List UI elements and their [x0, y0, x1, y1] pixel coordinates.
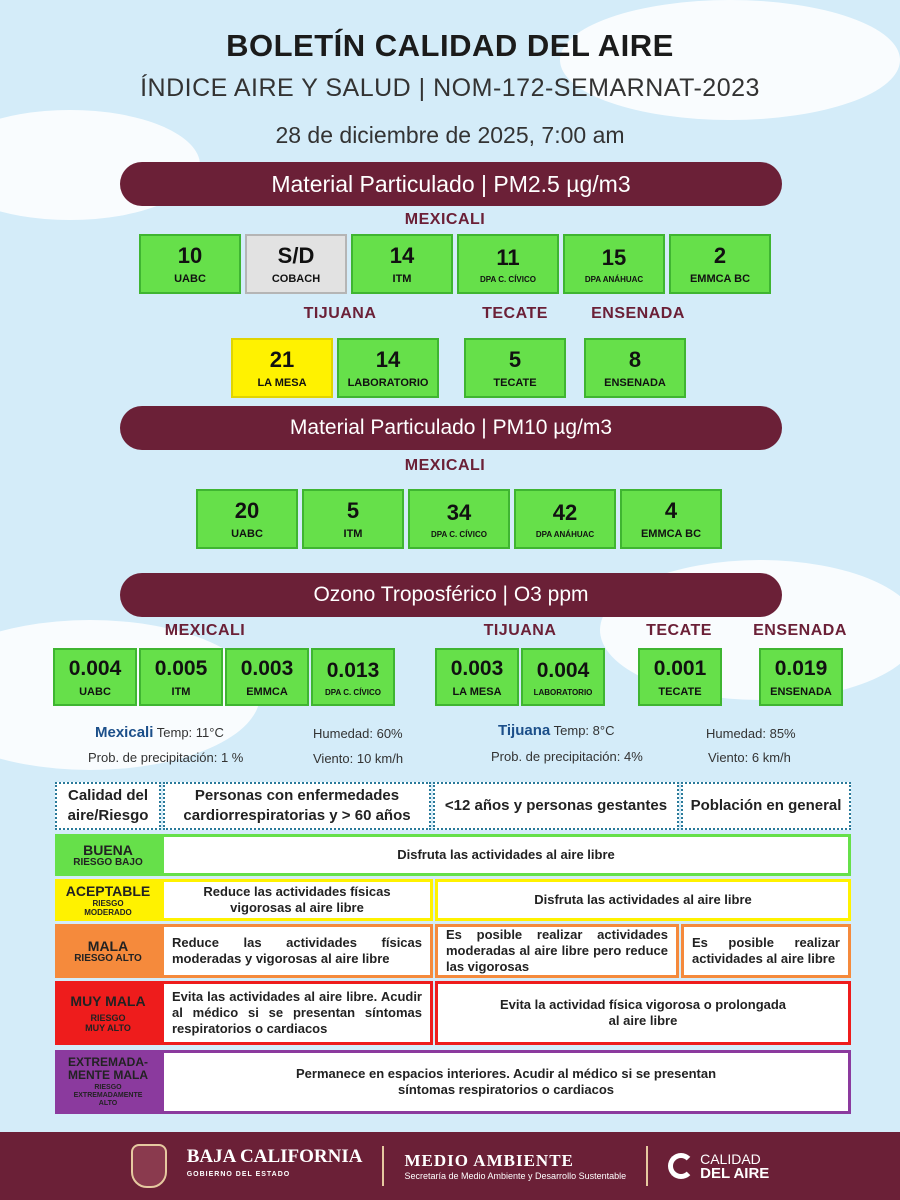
station-value: 0.003	[240, 657, 294, 680]
bulletin-title: BOLETÍN CALIDAD DEL AIRE	[226, 28, 674, 63]
risk-level-buena	[55, 834, 161, 876]
station-cell	[514, 489, 616, 549]
station-name: ITM	[343, 528, 363, 540]
station-cell	[302, 489, 404, 549]
station-cell	[408, 489, 510, 549]
o3-ensenada-label: ENSENADA	[753, 622, 847, 639]
weather-temp: Temp: 8°C	[553, 723, 615, 738]
ca-line1: CALIDAD	[700, 1150, 761, 1167]
station-name: TECATE	[493, 377, 537, 389]
station-name: UABC	[174, 273, 206, 285]
station-value: 0.019	[774, 657, 828, 680]
risk-label: RIESGO EXTREMADAMENTE ALTO	[73, 1084, 143, 1107]
muy-mala-advice-sensitive: Evita las actividades al aire libre. Acudir al médico si se presentan síntomas respiratorios o cardiacos	[161, 981, 433, 1045]
o3-tecate-row	[638, 648, 722, 706]
risk-level-extrema	[55, 1050, 161, 1114]
mala-advice-children: Es posible realizar actividades moderadas al aire libre pero reduce las vigorosas	[435, 924, 679, 978]
station-cell	[196, 489, 298, 549]
pm10-mexicali-row	[196, 489, 722, 549]
o3-mexicali-row	[53, 648, 395, 706]
station-value: 34	[446, 499, 472, 525]
station-name: EMMCA	[246, 686, 288, 698]
pm25-ensenada-label: ENSENADA	[591, 305, 685, 322]
station-cell	[464, 338, 566, 398]
station-cell	[139, 648, 223, 706]
station-value: 42	[552, 499, 578, 525]
air-quality-ring-icon	[668, 1153, 694, 1179]
pm25-tijuana-label: TIJUANA	[303, 305, 377, 322]
station-name: LA MESA	[257, 377, 307, 389]
station-value: 15	[601, 244, 627, 270]
baja-california-logo	[187, 1148, 363, 1184]
buena-advice: Disfruta las actividades al aire libre	[161, 834, 851, 876]
muy-mala-advice-general: Evita la actividad física vigorosa o prolongada al aire libre	[435, 981, 851, 1045]
risk-name: ACEPTABLE	[65, 882, 151, 899]
weather-temp: Temp: 11°C	[156, 725, 224, 740]
station-value: 0.004	[68, 657, 122, 680]
risk-name: EXTREMADA-MENTE MALA	[68, 1055, 148, 1082]
weather-city: Mexicali	[95, 724, 154, 741]
weather-mexicali-temp	[95, 724, 224, 741]
pm25-mexicali-label: MEXICALI	[404, 211, 486, 228]
station-cell	[225, 648, 309, 706]
ma-name: MEDIO AMBIENTE	[404, 1151, 574, 1170]
station-value: 20	[234, 498, 260, 523]
station-name: LABORATORIO	[347, 377, 429, 389]
weather-tijuana-humidity: Humedad: 85%	[706, 726, 796, 741]
calidad-aire-logo	[668, 1152, 769, 1181]
legend-header-quality: Calidad del aire/Riesgo	[55, 782, 161, 830]
station-cell	[563, 234, 665, 294]
bulletin-subtitle: ÍNDICE AIRE Y SALUD | NOM-172-SEMARNAT-2023	[140, 74, 760, 102]
risk-name: BUENA	[83, 842, 133, 858]
station-value: 21	[269, 347, 295, 372]
footer-divider	[382, 1146, 384, 1186]
ma-sub: Secretaría de Medio Ambiente y Desarrollo Sustentable	[404, 1171, 627, 1181]
bc-sub: GOBIERNO DEL ESTADO	[186, 1171, 291, 1178]
weather-city: Tijuana	[498, 722, 551, 739]
extrema-advice: Permanece en espacios interiores. Acudir al médico si se presentan síntomas respiratorios o cardiacos	[161, 1050, 851, 1114]
station-value: 2	[713, 243, 727, 268]
pm10-mexicali-label: MEXICALI	[404, 457, 486, 474]
weather-mexicali-precip: Prob. de precipitación: 1 %	[88, 750, 244, 765]
station-cell	[351, 234, 453, 294]
weather-mexicali-humidity: Humedad: 60%	[313, 726, 403, 741]
ca-line2: DEL AIRE	[700, 1164, 770, 1182]
risk-name: MALA	[87, 938, 129, 954]
aceptable-advice-general: Disfruta las actividades al aire libre	[435, 879, 851, 921]
pm10-banner: Material Particulado | PM10 µg/m3	[120, 406, 782, 450]
station-value: 0.001	[653, 657, 707, 680]
station-name: ITM	[392, 273, 412, 285]
risk-label: RIESGO ALTO	[74, 953, 142, 964]
risk-level-aceptable	[55, 879, 161, 921]
station-value: S/D	[277, 243, 315, 268]
station-value: 0.004	[536, 658, 590, 682]
station-name: EMMCA BC	[689, 273, 751, 285]
footer-divider	[646, 1146, 648, 1186]
station-name: DPA ANÁHUAC	[584, 274, 644, 284]
station-value: 0.005	[154, 657, 208, 680]
station-cell	[669, 234, 771, 294]
station-value: 10	[177, 243, 203, 268]
station-name: EMMCA BC	[640, 528, 702, 540]
station-cell	[139, 234, 241, 294]
bc-name: BAJA CALIFORNIA	[186, 1146, 363, 1167]
mala-advice-cardio: Reduce las actividades físicas moderadas y vigorosas al aire libre	[161, 924, 433, 978]
weather-tijuana-wind: Viento: 6 km/h	[708, 750, 791, 765]
risk-name: MUY MALA	[70, 992, 146, 1009]
weather-tijuana-precip: Prob. de precipitación: 4%	[491, 749, 643, 764]
station-name: COBACH	[271, 273, 321, 285]
risk-level-mala	[55, 924, 161, 978]
station-value: 14	[375, 347, 401, 372]
footer-bar	[0, 1132, 900, 1200]
o3-tijuana-row	[435, 648, 605, 706]
legend-header-cardio: Personas con enfermedades cardiorrespiratorias y > 60 años	[163, 782, 431, 830]
station-value: 5	[508, 347, 522, 372]
pm25-banner: Material Particulado | PM2.5 µg/m3	[120, 162, 782, 206]
medio-ambiente-logo	[404, 1151, 626, 1181]
legend-header-children: <12 años y personas gestantes	[433, 782, 679, 830]
pm25-mexicali-row	[139, 234, 771, 294]
station-name: ENSENADA	[770, 686, 832, 698]
pm25-ensenada-row	[584, 338, 686, 398]
station-value: 5	[346, 498, 360, 523]
o3-mexicali-label: MEXICALI	[164, 622, 246, 639]
station-cell	[521, 648, 605, 706]
risk-label: RIESGO MUY ALTO	[85, 1012, 131, 1033]
station-name: TECATE	[658, 686, 702, 698]
station-name: ITM	[171, 686, 191, 698]
station-name: LA MESA	[452, 686, 502, 698]
o3-ensenada-row	[759, 648, 843, 706]
weather-mexicali-wind: Viento: 10 km/h	[313, 751, 404, 766]
pm25-tecate-row	[464, 338, 566, 398]
station-name: DPA C. CÍVICO	[430, 529, 487, 539]
station-cell	[457, 234, 559, 294]
station-name: ENSENADA	[604, 377, 666, 389]
station-name: DPA ANÁHUAC	[535, 529, 595, 539]
station-value: 11	[496, 244, 520, 270]
station-value: 0.013	[326, 658, 380, 682]
risk-label: RIESGO BAJO	[73, 857, 143, 868]
state-seal-icon	[131, 1144, 167, 1188]
station-cell	[435, 648, 519, 706]
station-cell	[231, 338, 333, 398]
station-value: 14	[389, 243, 415, 268]
station-name: DPA C. CÍVICO	[479, 274, 536, 284]
aceptable-advice-sensitive: Reduce las actividades físicas vigorosas al aire libre	[161, 879, 433, 921]
o3-banner: Ozono Troposférico | O3 ppm	[120, 573, 782, 617]
o3-tijuana-label: TIJUANA	[483, 622, 557, 639]
risk-level-muy-mala	[55, 981, 161, 1045]
pm25-tecate-label: TECATE	[482, 305, 548, 322]
station-name: LABORATORIO	[533, 687, 593, 697]
station-value: 4	[664, 498, 678, 523]
legend-header-general: Población en general	[681, 782, 851, 830]
station-cell	[759, 648, 843, 706]
station-value: 0.003	[450, 657, 504, 680]
mala-advice-general: Es posible realizar actividades al aire libre	[681, 924, 851, 978]
station-cell	[337, 338, 439, 398]
station-name: UABC	[231, 528, 263, 540]
risk-label: RIESGO MODERADO	[84, 898, 132, 917]
o3-tecate-label: TECATE	[646, 622, 712, 639]
weather-tijuana-temp	[498, 722, 614, 739]
station-cell	[620, 489, 722, 549]
station-cell	[53, 648, 137, 706]
station-value: 8	[628, 347, 642, 372]
pm25-tijuana-row	[231, 338, 439, 398]
station-cell	[638, 648, 722, 706]
station-cell	[245, 234, 347, 294]
station-name: DPA C. CÍVICO	[324, 687, 381, 697]
station-cell	[311, 648, 395, 706]
station-cell	[584, 338, 686, 398]
bulletin-date: 28 de diciembre de 2025, 7:00 am	[275, 122, 625, 148]
station-name: UABC	[79, 686, 111, 698]
